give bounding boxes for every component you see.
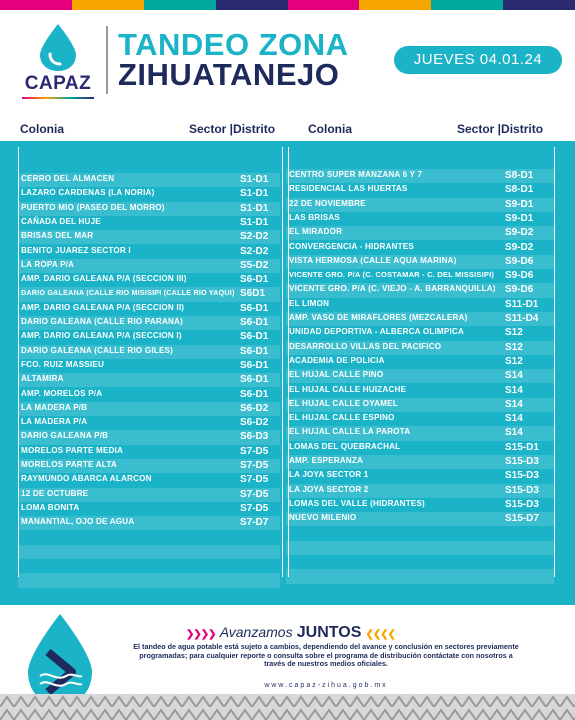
board-rule <box>554 147 555 577</box>
right-colonia-header: Colonia <box>308 122 352 136</box>
schedule-row <box>18 202 280 216</box>
colonia-name: VISTA HERMOSA (CALLE AQUA MARINA) <box>289 255 457 265</box>
sector-district: S6-D1 <box>240 317 269 328</box>
schedule-row <box>286 326 554 340</box>
empty-row <box>286 555 554 569</box>
colonia-name: LA JOYA SECTOR 2 <box>289 484 369 494</box>
stripe-segment <box>288 0 360 10</box>
schedule-row <box>18 416 280 430</box>
colonia-name: DARIO GALEANA (CALLE RIO PARANA) <box>21 317 183 326</box>
sector-district: S1-D1 <box>240 188 269 200</box>
schedule-row <box>286 441 554 455</box>
schedule-row <box>286 255 554 269</box>
sector-district: S9-D2 <box>505 227 534 239</box>
slogan <box>186 624 395 642</box>
sector-district: S6-D1 <box>240 374 269 386</box>
colonia-name: CAÑADA DEL HUJE <box>21 216 101 226</box>
colonia-name: 22 DE NOVIEMBRE <box>289 198 366 208</box>
schedule-row <box>286 469 554 483</box>
schedule-row <box>18 373 280 387</box>
title-line-1: TANDEO ZONA <box>118 27 349 62</box>
schedule-row <box>286 398 554 412</box>
sector-district: S7-D5 <box>240 488 269 500</box>
schedule-row <box>286 484 554 498</box>
schedule-row <box>286 355 554 369</box>
empty-row <box>18 573 280 587</box>
sector-district: S15-D3 <box>505 484 539 496</box>
top-color-stripe <box>0 0 575 10</box>
schedule-row <box>286 198 554 212</box>
empty-row <box>286 527 554 541</box>
empty-row <box>18 531 280 545</box>
colonia-name: RAYMUNDO ABARCA ALARCON <box>21 474 152 484</box>
sector-district: S6-D3 <box>240 431 269 443</box>
colonia-name: LA ROPA P/A <box>21 259 75 269</box>
sector-district: S14 <box>505 370 523 382</box>
colonia-name: MORELOS PARTE ALTA <box>21 460 117 469</box>
stripe-segment <box>72 0 144 10</box>
sector-district: S6-D1 <box>240 302 269 314</box>
water-drop-icon <box>36 22 80 72</box>
schedule-row <box>18 345 280 359</box>
schedule-row <box>286 283 554 297</box>
sector-district: S15-D1 <box>505 441 539 453</box>
sector-district: S15-D7 <box>505 513 539 525</box>
stripe-segment <box>431 0 503 10</box>
logo-text: CAPAZ <box>24 73 92 94</box>
board-rule <box>282 147 283 577</box>
empty-row <box>18 545 280 559</box>
sector-district: S1-D1 <box>240 174 269 185</box>
sector-district: S14 <box>505 398 523 410</box>
sector-district: S6-D1 <box>240 359 269 371</box>
colonia-name: LA MADERA P/B <box>21 402 88 412</box>
colonia-name: DARIO GALEANA P/B <box>21 431 109 441</box>
sector-district: S9-D6 <box>505 284 534 296</box>
schedule-row <box>286 455 554 469</box>
stripe-segment <box>0 0 72 10</box>
sector-district: S6D1 <box>240 288 266 300</box>
sector-district: S12 <box>505 341 523 353</box>
header-divider <box>106 26 108 94</box>
empty-row <box>18 559 280 573</box>
sector-district: S11-D4 <box>505 313 539 324</box>
sector-district: S9-D6 <box>505 270 534 282</box>
schedule-row <box>286 169 554 183</box>
arrow-chevrons-icon: ❯❯❯❯ <box>186 629 216 640</box>
schedule-row <box>18 330 280 344</box>
schedule-row <box>286 412 554 426</box>
colonia-name: DARIO GALEANA (CALLE RIO GILES) <box>21 345 174 355</box>
colonia-name: AMP. DARIO GALEANA P/A (SECCION I) <box>21 331 182 341</box>
schedule-row <box>18 430 280 444</box>
sector-district: S9-D1 <box>505 212 534 224</box>
colonia-name: DARIO GALEANA (CALLE RIO MISISIPI (CALLE RIO YAQUI) <box>21 288 235 298</box>
schedule-row <box>286 312 554 326</box>
sector-district: S2-D2 <box>240 245 269 257</box>
colonia-name: VICENTE GRO. P/A (C. VIEJO - A. BARRANQUILLA) <box>289 284 496 294</box>
sector-district: S7-D5 <box>240 445 269 457</box>
colonia-name: LAS BRISAS <box>289 212 341 222</box>
sector-district: S6-D1 <box>240 274 269 286</box>
sector-district: S12 <box>505 355 523 367</box>
colonia-name: CONVERGENCIA - HIDRANTES <box>289 241 415 251</box>
schedule-row <box>286 512 554 526</box>
page-title <box>118 27 349 92</box>
sector-district: S14 <box>505 384 523 396</box>
colonia-name: CERRO DEL ALMACEN <box>21 174 115 183</box>
date-badge: JUEVES 04.01.24 <box>394 46 562 74</box>
sector-district: S1-D1 <box>240 202 269 214</box>
sector-district: S14 <box>505 427 523 439</box>
website-url: www.capaz-zihua.gob.mx <box>264 682 388 689</box>
schedule-row <box>18 287 280 301</box>
colonia-name: EL HUJAL CALLE LA PAROTA <box>289 427 411 437</box>
colonia-name: EL HUJAL CALLE HUIZACHE <box>289 384 407 394</box>
schedule-row <box>286 212 554 226</box>
title-line-2: ZIHUATANEJO <box>118 57 340 92</box>
disclaimer-line: través de nuestros medios oficiales. <box>264 659 388 669</box>
sector-district: S6-D2 <box>240 402 269 414</box>
sector-district: S15-D3 <box>505 470 539 482</box>
schedule-row <box>286 226 554 240</box>
schedule-row <box>18 173 280 187</box>
disclaimer <box>106 643 546 669</box>
stripe-segment <box>216 0 288 10</box>
disclaimer-line: programadas; para cualquier reporte o consulta sobre el programa de distribución contáctate con nosotros a <box>139 650 513 660</box>
colonia-name: FCO. RUIZ MASSIEU <box>21 359 104 369</box>
colonia-name: EL LIMON <box>289 298 330 308</box>
arrow-chevrons-icon: ❮❮❮❮ <box>365 629 396 640</box>
schedule-row <box>286 298 554 312</box>
slogan-bold: JUNTOS <box>296 624 362 641</box>
sector-district: S6-D1 <box>240 388 269 400</box>
sector-district: S14 <box>505 413 523 425</box>
schedule-row <box>18 402 280 416</box>
sector-district: S2-D2 <box>240 231 269 243</box>
schedule-row <box>286 426 554 440</box>
colonia-name: RESIDENCIAL LAS HUERTAS <box>289 184 408 194</box>
sector-district: S7-D5 <box>240 502 269 514</box>
slogan-light: Avanzamos <box>219 624 293 640</box>
colonia-name: BENITO JUAREZ SECTOR I <box>21 245 131 255</box>
sector-district: S7-D5 <box>240 460 269 471</box>
colonia-name: LA MADERA P/A <box>21 417 88 427</box>
empty-row <box>286 541 554 555</box>
schedule-row <box>286 369 554 383</box>
sector-district: S9-D2 <box>505 241 534 253</box>
left-colonia-header: Colonia <box>20 122 64 136</box>
colonia-name: AMP. ESPERANZA <box>289 456 364 465</box>
sector-district: S9-D1 <box>505 198 534 210</box>
schedule-row <box>18 245 280 259</box>
empty-row <box>286 569 554 583</box>
colonia-name: PUERTO MIO (PASEO DEL MORRO) <box>21 202 165 212</box>
schedule-row <box>18 359 280 373</box>
colonia-name: VICENTE GRO. P/A (C. COSTAMAR - C. DEL MISSISIPI) <box>289 270 495 280</box>
sector-district: S11-D1 <box>505 298 539 310</box>
schedule-row <box>286 269 554 283</box>
colonia-name: NUEVO MILENIO <box>289 513 357 523</box>
schedule-row <box>18 445 280 459</box>
schedule-row <box>286 241 554 255</box>
schedule-row <box>18 230 280 244</box>
schedule-row <box>286 341 554 355</box>
sector-district: S12 <box>505 327 523 339</box>
colonia-name: EL HUJAL CALLE OYAMEL <box>289 398 398 408</box>
colonia-name: EL HUJAL CALLE PINO <box>289 370 384 380</box>
sector-district: S9-D6 <box>505 255 534 267</box>
schedule-row <box>18 502 280 516</box>
sector-district: S6-D1 <box>240 331 269 343</box>
colonia-name: EL HUJAL CALLE ESPINO <box>289 413 395 423</box>
sector-district: S7-D5 <box>240 474 269 486</box>
schedule-row <box>18 187 280 201</box>
schedule-row <box>18 216 280 230</box>
sector-district: S8-D1 <box>505 184 534 196</box>
sector-district: S5-D2 <box>240 259 269 271</box>
colonia-name: AMP. MORELOS P/A <box>21 388 103 398</box>
disclaimer-line: El tandeo de agua potable está sujeto a cambios, dependiendo del avance y conclusión en sectores previamente <box>133 642 519 651</box>
right-sector-header: Sector |Distrito <box>457 122 544 136</box>
sector-district: S8-D1 <box>505 170 534 181</box>
colonia-name: BRISAS DEL MAR <box>21 231 94 241</box>
colonia-name: AMP. VASO DE MIRAFLORES (MEZCALERA) <box>289 313 468 322</box>
colonia-name: DESARROLLO VILLAS DEL PACIFICO <box>289 341 442 351</box>
colonia-name: AMP. DARIO GALEANA P/A (SECCION II) <box>21 302 185 312</box>
colonia-name: LOMA BONITA <box>21 502 80 512</box>
colonia-name: UNIDAD DEPORTIVA - ALBERCA OLIMPICA <box>289 327 465 337</box>
colonia-name: ACADEMIA DE POLICIA <box>289 355 385 365</box>
colonia-name: LOMAS DEL QUEBRACHAL <box>289 441 401 451</box>
schedule-row <box>18 473 280 487</box>
schedule-row <box>18 259 280 273</box>
schedule-row <box>18 302 280 316</box>
sector-district: S6-D1 <box>240 345 269 357</box>
colonia-name: ALTAMIRA <box>21 374 64 384</box>
schedule-row <box>286 384 554 398</box>
schedule-row <box>18 388 280 402</box>
schedule-row <box>286 183 554 197</box>
colonia-name: AMP. DARIO GALEANA P/A (SECCION III) <box>21 274 187 284</box>
schedule-row <box>18 488 280 502</box>
schedule-row <box>18 516 280 530</box>
colonia-name: LOMAS DEL VALLE (HIDRANTES) <box>289 498 425 508</box>
sector-district: S1-D1 <box>240 216 269 228</box>
sector-district: S6-D2 <box>240 417 269 429</box>
sector-district: S15-D3 <box>505 456 539 467</box>
stripe-segment <box>144 0 216 10</box>
schedule-row <box>18 273 280 287</box>
schedule-row <box>286 498 554 512</box>
colonia-name: 12 DE OCTUBRE <box>21 488 89 498</box>
capaz-logo <box>18 22 98 104</box>
logo-underline <box>22 97 94 99</box>
schedule-row <box>18 459 280 473</box>
colonia-name: MORELOS PARTE MEDIA <box>21 445 124 455</box>
decorative-pattern <box>0 694 575 720</box>
left-sector-header: Sector |Distrito <box>189 122 276 136</box>
colonia-name: MANANTIAL, OJO DE AGUA <box>21 517 135 527</box>
colonia-name: CENTRO SUPER MANZANA 6 Y 7 <box>289 170 423 179</box>
schedule-row <box>18 316 280 330</box>
stripe-segment <box>503 0 575 10</box>
colonia-name: LA JOYA SECTOR 1 <box>289 470 369 480</box>
stripe-segment <box>359 0 431 10</box>
sector-district: S7-D7 <box>240 517 269 529</box>
sector-district: S15-D3 <box>505 498 539 510</box>
colonia-name: EL MIRADOR <box>289 227 343 237</box>
colonia-name: LAZARO CARDENAS (LA NORIA) <box>21 188 155 198</box>
